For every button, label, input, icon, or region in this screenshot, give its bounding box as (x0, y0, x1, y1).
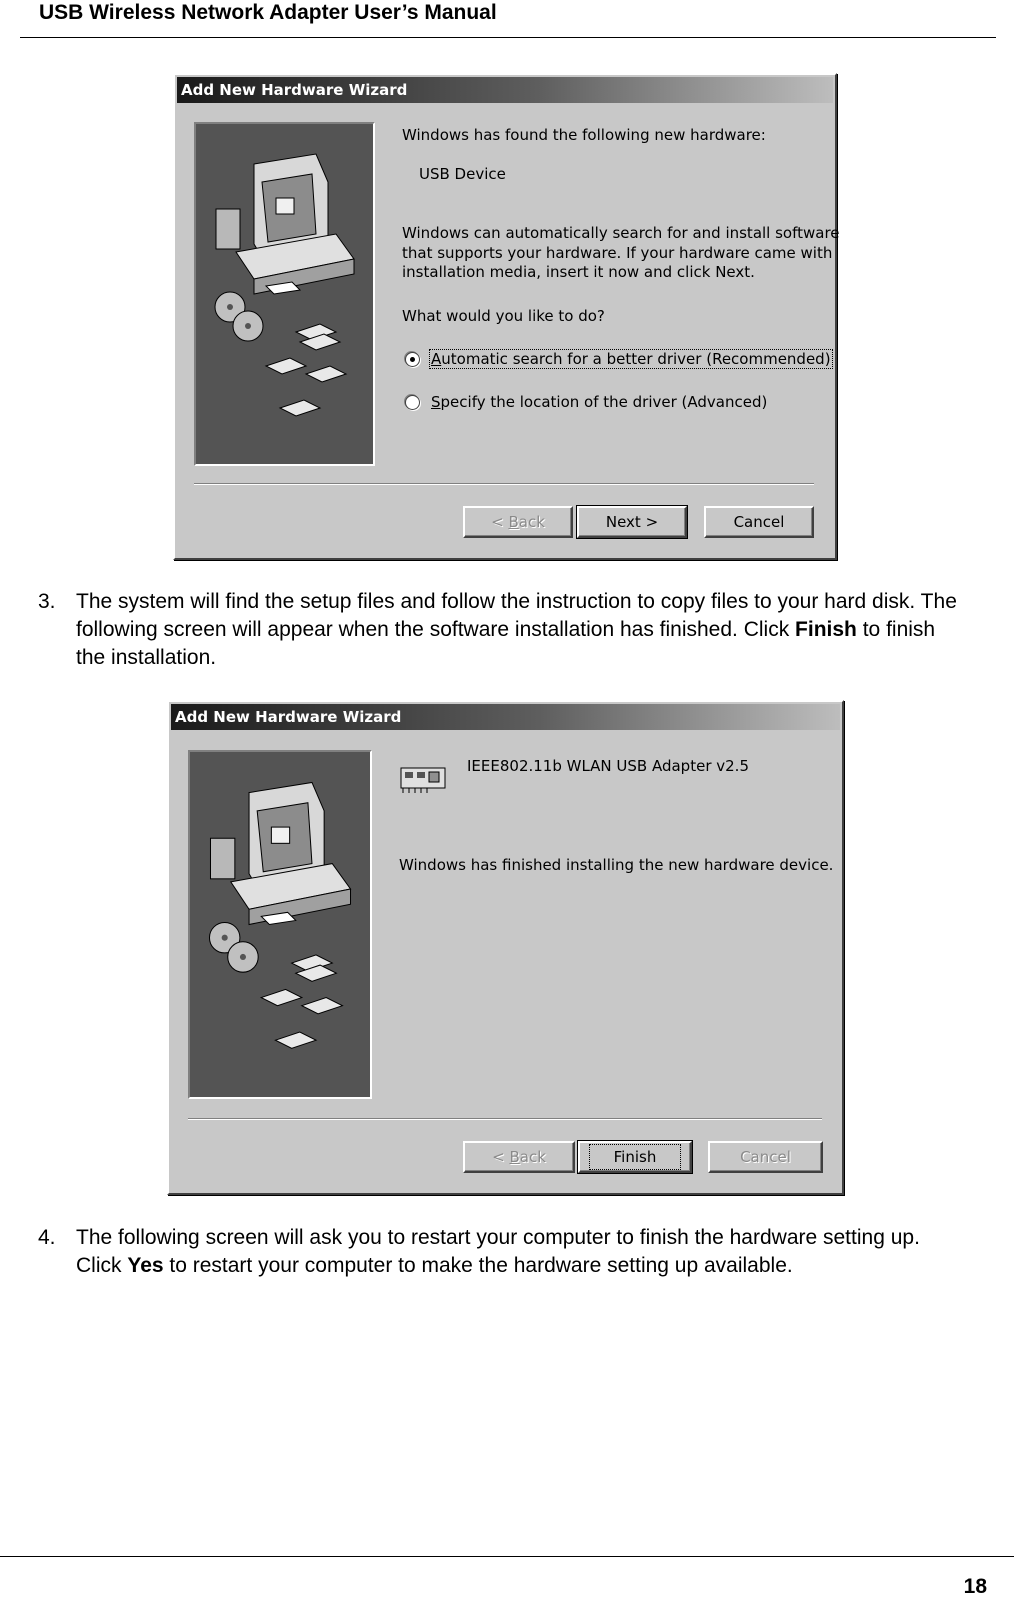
header-rule (20, 37, 996, 38)
step-text: The system will find the setup files and follow the instruction to copy files to your hard disk. The following screen will appear when the software installation has finished. Click Finish to finish the installation. (76, 590, 957, 669)
search-description-line-3: installation media, insert it now and click Next. (402, 263, 755, 281)
computer-icon (196, 124, 373, 464)
floppy-disk-icon (261, 955, 342, 1048)
device-name: IEEE802.11b WLAN USB Adapter v2.5 (467, 757, 749, 775)
add-hardware-wizard-dialog-finished (167, 700, 844, 1195)
step-number: 4. (38, 1226, 56, 1249)
found-hardware-text: Windows has found the following new hardware: (402, 126, 766, 144)
step-4 (38, 1224, 968, 1280)
radio-button-unchecked[interactable] (405, 395, 420, 410)
next-button[interactable]: Next > (577, 506, 687, 538)
finish-button[interactable] (578, 1141, 692, 1173)
radio-specify-location[interactable] (405, 393, 767, 411)
step-text: The following screen will ask you to restart your computer to finish the hardware setting up. Click Yes to restart your computer to make the hardware setting up available. (76, 1226, 920, 1277)
finished-text: Windows has finished installing the new hardware device. (399, 856, 834, 874)
back-button[interactable]: < B ack (463, 1141, 575, 1173)
cancel-button[interactable]: Cancel (708, 1141, 823, 1173)
footer-rule (0, 1556, 1014, 1557)
device-name: USB Device (419, 165, 506, 183)
cancel-button[interactable]: Cancel (704, 506, 814, 538)
wizard-illustration (188, 750, 372, 1099)
search-description-line-2: that supports your hardware. If your hardware came with (402, 244, 833, 262)
search-description-line-1: Windows can automatically search for and install software (402, 224, 840, 242)
step-number: 3. (38, 590, 56, 613)
dialog-title: Add New Hardware Wizard (177, 77, 833, 103)
step-3 (38, 588, 968, 672)
finish-button-label: Finish (589, 1144, 682, 1170)
computer-icon (190, 752, 370, 1097)
add-hardware-wizard-dialog-search (173, 73, 840, 560)
question-text: What would you like to do? (402, 307, 605, 325)
button-separator (194, 483, 814, 485)
radio-label-specify: Specify the location of the driver (Advanced) (431, 393, 768, 411)
wizard-illustration (194, 122, 375, 466)
dialog-title: Add New Hardware Wizard (171, 704, 840, 730)
radio-label-automatic: Automatic search for a better driver (Recommended) (431, 350, 831, 368)
radio-button-checked[interactable] (405, 352, 420, 367)
radio-automatic-search[interactable] (405, 349, 833, 369)
back-button[interactable]: < B ack (463, 506, 573, 538)
page-header: USB Wireless Network Adapter User’s Manual (39, 1, 497, 24)
button-separator (188, 1118, 822, 1120)
page-number: 18 (963, 1575, 987, 1598)
network-adapter-icon (399, 762, 449, 794)
floppy-disk-icon (266, 324, 346, 416)
